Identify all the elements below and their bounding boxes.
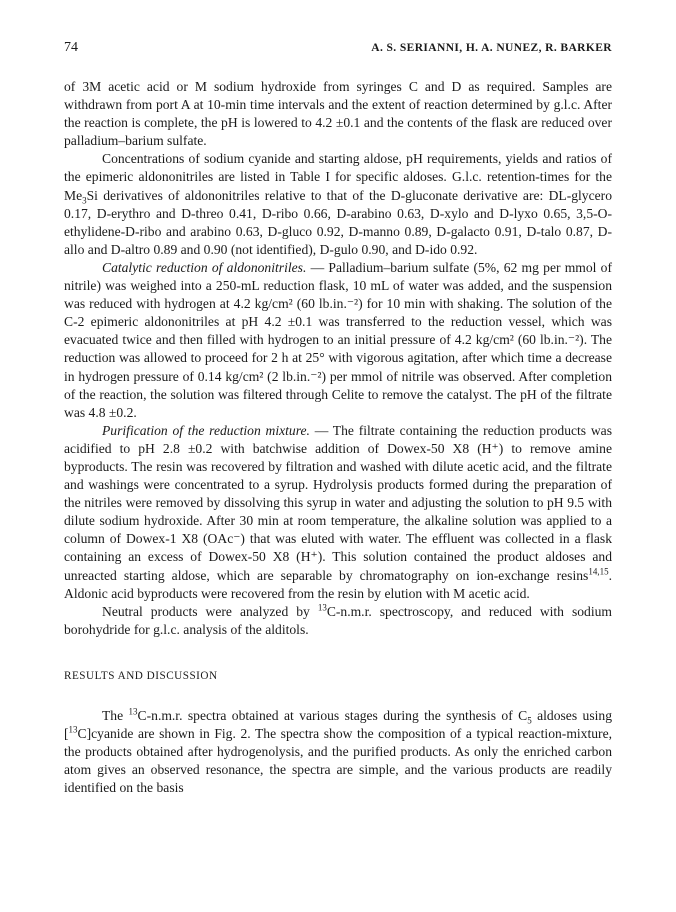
reference-superscript: 14,15 [588,566,609,576]
subscript: 3 [82,195,87,206]
text-span: C-n.m.r. spectra obtained at various stages during the synthesis of C [137,708,528,723]
text-span: Si derivatives of aldononitriles relative to that of the D-gluconate derivative are: DL-glycero 0.17, D-erythro and D-threo 0.41, D-ribo 0.66, D-arabino 0.63, D-xylo and D-lyxo 0.65, 3,5-O-ethylidene-D-ribo and arabino 0.63, D-gluco 0.92, D-manno 0.89, D-galacto 0.91, D-talo 0.87, D-allo and D-altro 0.89 and 0.90 (not identified), D-gulo 0.90, and D-ido 0.92. [64,187,612,257]
section-heading: RESULTS AND DISCUSSION [64,669,218,682]
paragraph [64,707,612,797]
paragraph [64,150,612,259]
run-in-heading: Purification of the reduction mixture. [102,422,310,438]
superscript: 13 [68,724,78,735]
text-span: Neutral products were analyzed by [102,603,318,619]
text-span: Concentrations of sodium cyanide and starting aldose, pH requirements, yields and ratios of the epimeric aldononitriles are listed in Table I for specific aldoses. G.l.c. retention-times for the Me [64,151,612,203]
paragraph: of 3M acetic acid or M sodium hydroxide from syringes C and D as required. Samples are withdrawn from port A at 10-min time intervals and the extent of reaction determined by g.l.c. After the reaction is complete, the pH is lowered to 4.2 ±0.1 and the contents of the flask are reduced over palladium–barium sulfate. [64,79,612,149]
paragraph [64,422,612,603]
text-span: . Aldonic acid byproducts were recovered from the resin by elution with M acetic acid. [64,567,612,601]
text-span: The [102,708,129,723]
page [64,40,612,797]
superscript: 13 [317,602,327,613]
text-span: aldoses using [ [64,708,612,742]
text-span: C-n.m.r. spectroscopy, and reduced with sodium borohydride for g.l.c. analysis of the alditols. [64,603,612,637]
page-number: 74 [64,40,78,55]
page-header [64,40,612,60]
body-text [64,78,612,797]
text-span: — Palladium–barium sulfate (5%, 62 mg per mmol of nitrile) was weighed into a 250-mL reduction flask, 10 mL of water was added, and the suspension was reduced with hydrogen at 4.2 kg/cm² (60 lb.in.⁻²) for 10 min with shaking. The solution of the C-2 epimeric aldononitriles at pH 4.2 ±0.1 was transferred to the reduction vessel, which was evacuated twice and then filled with hydrogen to an initial pressure of 4.2 kg/cm² (60 lb.in.⁻²). The reduction was allowed to proceed for 2 h at 25° with vigorous agitation, after which time a decrease in hydrogen pressure of 0.14 kg/cm² (2 lb.in.⁻²) per mmol of nitrile was observed. After completion of the reaction, the solution was filtered through Celite to remove the catalyst. The pH of the filtrate was 4.8 ±0.2. [64,259,612,420]
superscript: 13 [128,706,138,717]
run-in-heading: Catalytic reduction of aldononitriles. [102,259,307,275]
paragraph [64,259,612,422]
text-span: — The filtrate containing the reduction products was acidified to pH 2.8 ±0.2 with batchwise addition of Dowex-50 X8 (H⁺) to remove amine byproducts. The resin was recovered by filtration and washed with dilute acetic acid, and the filtrate and washings were concentrated to a syrup. Hydrolysis products formed during the preparation of the nitriles were removed by dissolving this syrup in water and adjusting the solution to pH 9.5 with dilute sodium hydroxide. After 30 min at room temperature, the alkaline solution was applied to a column of Dowex-1 X8 (OAc⁻) that was eluted with water. The effluent was collected in a flask containing an excess of Dowex-50 X8 (H⁺). This solution contained the product aldoses and unreacted starting aldose, which are separable by chromatography on ion-exchange resins [64,422,612,583]
subscript: 5 [527,715,532,726]
running-head: A. S. SERIANNI, H. A. NUNEZ, R. BARKER [371,42,612,54]
text-span: C]cyanide are shown in Fig. 2. The spectra show the composition of a typical reaction-mixture, the products obtained after hydrogenolysis, and the purified products. As only the enriched carbon atom gives an observed resonance, the spectra are simple, and the various products are readily identified on the basis [64,726,612,796]
paragraph [64,603,612,639]
